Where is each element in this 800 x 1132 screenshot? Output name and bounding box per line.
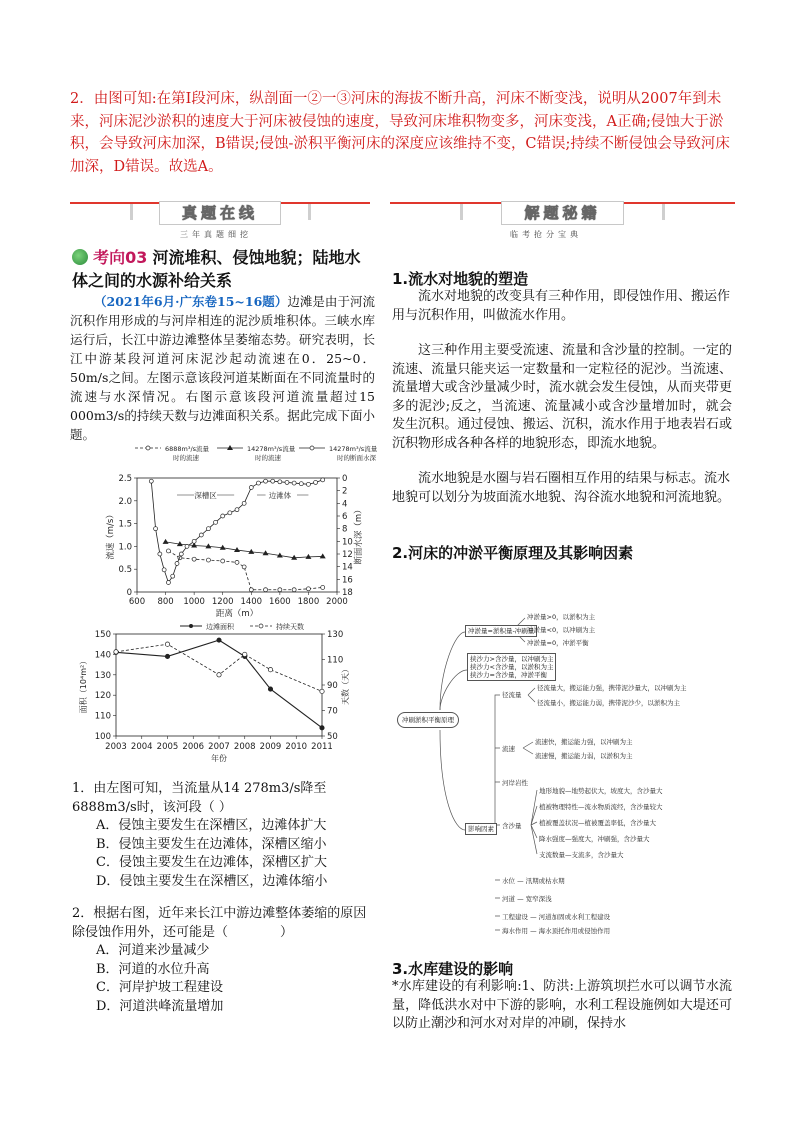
chart1-ytick-left-label: 1.5	[118, 519, 132, 530]
chart2-point	[165, 654, 169, 658]
chart1-point	[321, 478, 325, 482]
chart2-point	[268, 668, 272, 672]
right-banner	[390, 200, 735, 226]
mindmap-factor-label: 影响因素	[465, 823, 497, 835]
area-days-chart	[80, 620, 370, 770]
chart1-legend-label-1: 14278m³/s流量	[329, 445, 378, 453]
q1-option-c[interactable]: C．侵蚀主要发生在边滩体，深槽区扩大	[96, 855, 327, 870]
mindmap-g2-line-2: 挟沙力<含沙量，以淤积为主	[470, 663, 554, 671]
chart2-point	[217, 673, 221, 677]
chart2-xlabel: 年份	[211, 754, 227, 763]
chart1-xtick-label: 1400	[240, 597, 263, 607]
section-1-para-1: 流水对地貌的改变具有三种作用，即侵蚀作用、搬运作用与沉积作用，叫做流水作用。	[392, 289, 731, 323]
chart1-point	[264, 588, 268, 592]
chart1-legend-label-2: 时的流速	[255, 454, 281, 462]
chart1-ytick-right-label: 0	[342, 474, 348, 484]
q1-stem: 1．由左图可知，当流量从14 278m3/s降至6888m3/s时，该河段（ ）	[72, 781, 327, 815]
chart1-point	[171, 574, 175, 578]
chart2-point	[217, 638, 221, 642]
chart1-series-line	[151, 480, 322, 583]
chart1-legend-label-2: 时的流速	[173, 454, 199, 462]
chart1-point	[292, 588, 296, 592]
chart1-point	[206, 558, 210, 562]
chart1-xtick-label: 1800	[297, 597, 320, 607]
chart1-point	[249, 588, 253, 592]
chart1-ytick-left-label: 1.0	[118, 542, 132, 553]
chart2-ytick-right-label: 70	[327, 706, 338, 717]
chart1-point	[214, 520, 218, 524]
q1-option-b[interactable]: B．侵蚀主要发生在边滩体，深槽区缩小	[96, 836, 327, 852]
mindmap-speed-item-1: 流速快，搬运能力强，以冲刷为主	[535, 738, 633, 746]
chart1-point	[256, 481, 260, 485]
chart2-xtick-label: 2011	[311, 742, 333, 752]
chart2-legend-label: 边滩面积	[206, 623, 234, 631]
chart1-point	[166, 549, 170, 553]
chart1-point	[154, 527, 158, 531]
chart1-xtick-label: 2000	[326, 597, 348, 607]
chart1-point	[149, 479, 153, 483]
chart1-point	[235, 508, 239, 512]
chart1-ytick-left-label: 0.5	[118, 565, 132, 576]
chart1-ytick-right-label: 12	[342, 550, 353, 560]
chart1-point	[163, 539, 169, 544]
chart1-xtick-label: 1000	[183, 597, 205, 607]
chart2-ytick-left-label: 100	[94, 732, 111, 742]
chart1-legend-marker	[227, 445, 233, 450]
chart1-point	[278, 480, 282, 484]
chart2-point	[320, 689, 324, 693]
section-3-para-1: *水库建设的有利影响:1、防洪:上游筑坝拦水可以调节水流量，降低洪水对中下游的影响，水利工程设施例如大堤还可以防止潮沙和河水对对岸的冲刷，保持水	[392, 979, 732, 1031]
chart1-annotation-bar: 边滩体	[268, 491, 292, 500]
chart1-ytick-left-label: 2.0	[118, 496, 132, 507]
chart1-point	[292, 481, 296, 485]
mindmap-group2	[467, 653, 556, 681]
q2-option-d[interactable]: D．河道洪峰流量增加	[96, 998, 224, 1014]
mindmap-g2-line-1: 挟沙力>含沙量，以冲刷为主	[470, 655, 554, 663]
chart1-point	[242, 501, 246, 505]
chart2-legend-label: 持续天数	[276, 623, 304, 631]
chart2-point	[114, 650, 118, 654]
chart2-legend-marker	[189, 624, 193, 628]
mindmap-sand-item-3: 植被覆盖状况—植被覆盖率低，含沙量大	[539, 819, 656, 827]
chart2-ytick-right-label: 130	[327, 630, 344, 640]
mindmap-other-3: 工程建设 — 河道加固或水利工程建设	[502, 913, 611, 921]
chart1-point	[206, 527, 210, 531]
chart1-legend-label-1: 6888m³/s流量	[165, 445, 210, 453]
section-1-para-2: 这三种作用主要受流速、流量和含沙量的控制。一定的流速、流量只能夹运一定数量和一定粒径的泥沙。当流速、流量增大或含沙量减少时，流水就会发生侵蚀，从而夹带更多的泥沙;反之，当流速、流量减小或含沙量增加时，就会发生沉积。通过侵蚀、搬运、沉积，流水作用于地表岩石或沉积物形成各种各样的地貌形态，即流水地貌。	[392, 343, 732, 451]
chart2-ytick-right-label: 50	[327, 732, 338, 742]
q2-option-c[interactable]: C．河岸护坡工程建设	[96, 980, 223, 995]
mindmap-speed-label: 流速	[502, 745, 515, 753]
chart1-point	[314, 480, 318, 484]
chart1-ytick-right-label: 16	[342, 575, 353, 586]
chart1-point	[320, 553, 326, 558]
chart1-ytick-right-label: 6	[342, 512, 348, 522]
mindmap-group1-label: 冲淤量=淤积量-冲刷量	[465, 625, 537, 637]
mindmap-g1-item-2: 冲淤量<0，以冲刷为主	[527, 626, 596, 634]
left-banner	[70, 200, 370, 226]
question-1	[72, 780, 372, 891]
chart1-point	[305, 554, 311, 559]
topic-label: 考向03	[93, 248, 148, 267]
chart2-xtick-label: 2006	[182, 742, 205, 752]
chart1-legend-marker	[146, 446, 150, 450]
q2-option-b[interactable]: B．河道的水位升高	[96, 961, 210, 977]
chart1-point	[228, 511, 232, 515]
section-1-para-3: 流水地貌是水圈与岩石圈相互作用的结果与标志。流水地貌可以划分为坡面流水地貌、沟谷流水地貌和河流地貌。	[392, 471, 731, 505]
mindmap-sand-item-5: 支流数量—支流多，含沙量大	[539, 851, 624, 859]
chart1-point	[192, 557, 196, 561]
chart2-xtick-label: 2009	[259, 742, 282, 752]
mindmap-other-2: 河道 — 宽窄深浅	[502, 895, 552, 903]
chart2-ylabel-left: 面积（10⁴m²）	[79, 656, 88, 714]
mindmap-root: 冲刷淤积平衡原理	[397, 712, 459, 728]
chart1-point	[221, 514, 225, 518]
section-2-title: 2.河床的冲淤平衡原理及其影响因素	[392, 544, 634, 562]
mindmap-runoff-item-1: 径流量大，搬运能力强，携带泥沙量大，以冲刷为主	[537, 684, 687, 692]
chart1-series-line	[166, 542, 323, 558]
chart1-point	[242, 565, 246, 569]
chart1-xtick-label: 800	[157, 597, 174, 607]
left-banner-title: 真题在线	[181, 204, 258, 222]
chart2-point	[165, 642, 169, 646]
intro-paragraph	[70, 292, 375, 444]
chart1-point	[321, 585, 325, 589]
chart1-legend-label-2: 时的断面水深	[337, 454, 376, 462]
chart2-series-line	[116, 640, 322, 728]
mindmap-runoff-label: 径流量	[502, 691, 522, 699]
q1-option-d[interactable]: D．侵蚀主要发生在深槽区，边滩体缩小	[96, 873, 328, 889]
chart1-ylabel-left: 流速（m/s）	[106, 510, 116, 560]
mindmap-g2-line-3: 挟沙力=含沙量，冲淤平衡	[470, 671, 547, 679]
mindmap-other-1: 水位 — 汛期或枯水期	[502, 877, 565, 885]
chart1-point	[299, 482, 303, 486]
mindmap-other-4: 海水作用 — 海水顶托作用或侵蚀作用	[502, 927, 611, 935]
chart2-ytick-left-label: 110	[94, 711, 111, 722]
chart1-point	[179, 552, 183, 556]
chart2-ytick-right-label: 110	[327, 655, 344, 666]
chart1-xlabel: 距离（m）	[215, 609, 259, 619]
chart1-ytick-right-label: 8	[342, 524, 348, 535]
topic-heading	[72, 245, 372, 291]
chart1-ytick-left-label: 2.5	[118, 474, 132, 484]
left-banner-sub: 三年真题细挖	[180, 230, 252, 239]
chart1-legend-marker	[310, 446, 314, 450]
q2-stem: 2．根据右图，近年来长江中游边滩整体萎缩的原因除侵蚀作用外，还可能是（ ）	[72, 906, 367, 940]
chart2-point	[268, 687, 272, 691]
intro-text: 边滩是由于河流沉积作用形成的与河岸相连的泥沙质堆积体。三峡水库运行后，长江中游边滩整体呈萎缩态势。研究表明，长江中游某段河道河床泥沙起动流速在0．25~0．50m/s之间。左图示意该段河道某断面在不同流量时的流速与水深情况。右图示意该段河道流量超过15 000m3/s的持续天数与边滩面积关系。据此完成下面小题。	[70, 294, 375, 442]
chart1-annotation-trough: 深槽区	[194, 491, 217, 500]
chart2-xtick-label: 2008	[233, 742, 256, 752]
chart1-ytick-right-label: 2	[342, 486, 348, 497]
section-3-title: 3.水库建设的影响	[392, 960, 514, 978]
right-banner-sub: 临考抢分宝典	[510, 230, 582, 239]
chart1-xtick-label: 600	[128, 597, 146, 607]
chart2-ytick-left-label: 130	[94, 670, 111, 681]
chart1-point	[235, 560, 239, 564]
right-banner-title: 解题秘籍	[524, 204, 601, 222]
chart1-point	[162, 568, 166, 572]
chart1-ytick-right-label: 14	[342, 562, 353, 573]
chart2-xtick-label: 2007	[208, 742, 230, 752]
chart1-point	[249, 486, 253, 490]
chart2-ytick-right-label: 90	[327, 681, 338, 691]
chart1-point	[221, 559, 225, 563]
chart1-point	[271, 479, 275, 483]
source-label: （2021年6月·广东卷15~16题）	[94, 294, 288, 309]
mindmap-speed-item-2: 流速慢，搬运能力弱，以淤积为主	[535, 752, 633, 760]
chart2-ytick-left-label: 150	[94, 630, 111, 640]
balance-mindmap	[395, 600, 735, 940]
q2-option-a[interactable]: A．河道来沙量减少	[96, 943, 210, 958]
chart1-point	[158, 552, 162, 556]
globe-icon	[72, 249, 88, 265]
chart1-ylabel-right: 断面水深（m）	[354, 505, 364, 565]
chart2-xtick-label: 2005	[156, 742, 179, 752]
question-2	[72, 905, 377, 1016]
chart2-xtick-label: 2004	[130, 742, 153, 752]
q1-option-a[interactable]: A．侵蚀主要发生在深槽区，边滩体扩大	[96, 818, 327, 833]
mindmap-g1-item-1: 冲淤量>0，以淤积为主	[527, 613, 596, 621]
chart1-point	[185, 544, 189, 548]
chart2-ytick-left-label: 120	[94, 691, 111, 702]
chart1-point	[306, 482, 310, 486]
chart2-xtick-label: 2003	[105, 742, 127, 752]
mindmap-runoff-item-2: 径流量小，搬运能力弱，携带泥沙少，以淤积为主	[537, 699, 680, 707]
chart1-ytick-right-label: 4	[342, 499, 348, 510]
chart2-series-line	[116, 644, 322, 691]
chart1-ytick-left-label: 0	[126, 588, 132, 598]
chart2-point	[320, 726, 324, 730]
chart1-point	[166, 581, 170, 585]
section-1-title: 1.流水对地貌的塑造	[392, 270, 529, 288]
chart1-point	[175, 562, 179, 566]
chart2-ylabel-right: 天数（天）	[341, 665, 350, 705]
mindmap-sand-item-4: 降水强度—强度大，冲刷强，含沙量大	[539, 835, 650, 843]
mindmap-g1-item-3: 冲淤量=0，冲淤平衡	[527, 639, 589, 647]
velocity-depth-chart	[105, 440, 378, 620]
mindmap-sand-item-1: 地形地貌—地势起伏大，坡度大，含沙量大	[539, 787, 663, 795]
chart1-series-line	[168, 551, 322, 590]
chart1-xtick-label: 1200	[211, 597, 234, 607]
chart2-legend-marker	[259, 624, 263, 628]
mindmap-connectors	[395, 600, 735, 940]
chart2-point	[243, 652, 247, 656]
chart1-point	[285, 480, 289, 484]
mindmap-sand-label: 含沙量	[502, 822, 522, 830]
chart2-frame	[116, 634, 322, 736]
mindmap-sand-item-2: 植被物理特性—流水物质流经，含沙量较大	[539, 803, 663, 811]
chart1-xtick-label: 1600	[269, 597, 291, 607]
chart1-point	[199, 533, 203, 537]
chart1-ytick-right-label: 18	[342, 588, 353, 598]
chart1-point	[192, 539, 196, 543]
answer-explanation: 2．由图可知:在第Ⅰ段河床，纵剖面一②一③河床的海拔不断升高，河床不断变浅，说明从2007年到未来，河床泥沙淤积的速度大于河床被侵蚀的速度，导致河床堆积物变多，河床变浅，A正确;侵蚀大于淤积，会导致河床加深，B错误;侵蚀-淤积平衡河床的深度应该维持不变，C错误;持续不断侵蚀会导致河床加深，D错误。故选A。	[70, 91, 730, 175]
chart1-point	[264, 479, 268, 483]
chart1-point	[306, 587, 310, 591]
topic-title: 河流堆积、侵蚀地貌；陆地水体之间的水源补给关系	[72, 248, 361, 290]
chart1-point	[278, 588, 282, 592]
chart2-xtick-label: 2010	[285, 742, 308, 752]
chart2-ytick-left-label: 140	[94, 650, 111, 661]
chart1-ytick-right-label: 10	[342, 537, 353, 548]
mindmap-bank-label: 河岸岩性	[502, 779, 528, 787]
chart1-legend-label-1: 14278m³/s流量	[247, 445, 296, 453]
